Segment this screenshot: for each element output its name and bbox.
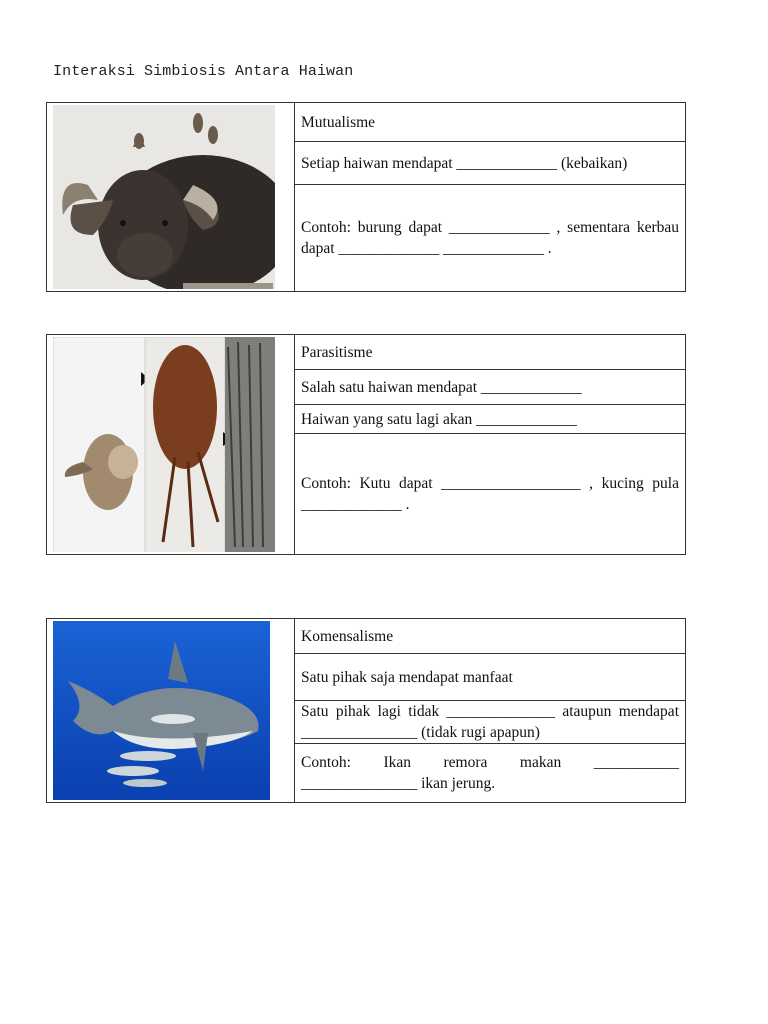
definition-text: Salah satu haiwan mendapat _____________ [301,378,582,396]
table-row [295,335,685,370]
definition-text: Satu pihak lagi tidak ______________ ataupun mendapat _______________ (tidak rugi apapun) [301,703,679,741]
section-heading: Mutualisme [301,113,376,131]
section-heading: Komensalisme [301,627,394,645]
table-row [295,619,685,654]
cat-flea-image [53,337,275,552]
buffalo-image [53,105,275,289]
table-row [295,654,685,701]
parasitisme-table [294,334,686,555]
mutualisme-block [46,102,686,292]
table-row [295,434,685,554]
parasitisme-block [46,334,686,555]
komensalisme-table [294,618,686,803]
section-heading: Parasitisme [301,343,373,361]
image-cell [46,334,295,555]
table-row [295,142,685,185]
definition-text: Haiwan yang satu lagi akan _____________ [301,410,577,428]
table-row [295,405,685,434]
mutualisme-table [294,102,686,292]
table-row [295,103,685,142]
definition-text: Satu pihak saja mendapat manfaat [301,668,513,686]
table-row [295,185,685,291]
komensalisme-block [46,618,686,803]
example-text: Contoh: Kutu dapat __________________ , kucing pula _____________ . [301,475,679,513]
definition-text: Setiap haiwan mendapat _____________ (kebaikan) [301,154,628,172]
table-row [295,370,685,405]
shark-image [53,621,270,800]
image-cell [46,618,295,803]
table-row [295,701,685,744]
example-text: Contoh: Ikan remora makan ___________ _______________ ikan jerung. [301,754,679,792]
page-title: Interaksi Simbiosis Antara Haiwan [53,63,354,80]
table-row [295,744,685,802]
image-cell [46,102,295,292]
example-text: Contoh: burung dapat _____________ , sementara kerbau dapat _____________ _____________ . [301,219,679,257]
